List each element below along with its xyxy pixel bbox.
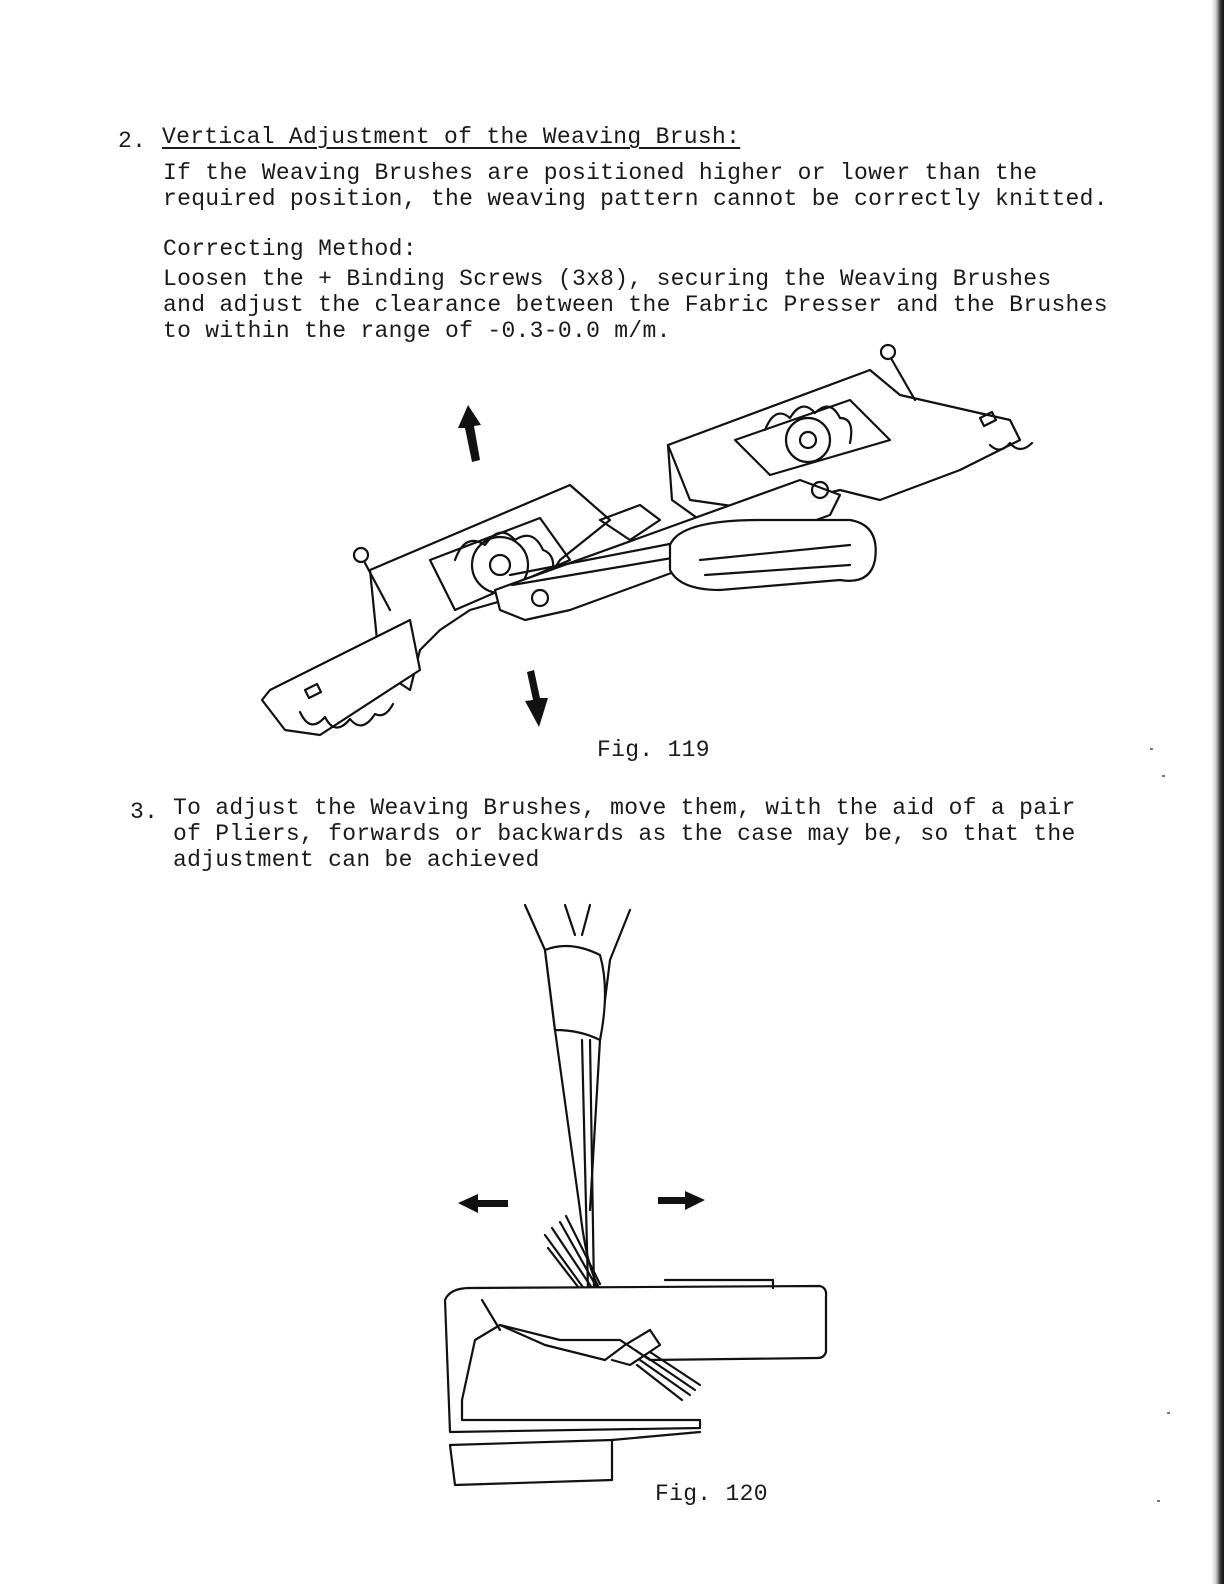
section-number: 2. xyxy=(118,128,147,154)
fig-119-caption: Fig. 119 xyxy=(597,737,710,763)
method-line-2: and adjust the clearance between the Fabric Presser and the Brushes xyxy=(163,292,1108,318)
method-label: Correcting Method: xyxy=(163,236,417,262)
pliers-icon xyxy=(525,905,630,1295)
intro-line-1: If the Weaving Brushes are positioned higher or lower than the xyxy=(163,160,1038,186)
left-arrow-icon xyxy=(458,1194,508,1213)
section-2-heading: Vertical Adjustment of the Weaving Brush: xyxy=(162,124,741,150)
scan-speck xyxy=(1162,775,1165,777)
method-line-1: Loosen the + Binding Screws (3x8), securing the Weaving Brushes xyxy=(163,266,1052,292)
scan-speck xyxy=(1167,1412,1170,1414)
fig-120-caption: Fig. 120 xyxy=(655,1481,768,1507)
scan-speck xyxy=(1157,1500,1160,1502)
scan-speck xyxy=(1150,748,1153,750)
presser-body xyxy=(445,1280,826,1485)
section-3-line-3: adjustment can be achieved xyxy=(173,847,540,873)
section-3-line-2: of Pliers, forwards or backwards as the case may be, so that the xyxy=(173,821,1076,847)
right-arrow-icon xyxy=(658,1191,705,1210)
intro-line-2: required position, the weaving pattern cannot be correctly knitted. xyxy=(163,186,1108,212)
section-3-line-1: To adjust the Weaving Brushes, move them, with the aid of a pair xyxy=(173,795,1076,821)
brush-bristles-upper xyxy=(545,1216,600,1292)
method-line-3: to within the range of -0.3-0.0 m/m. xyxy=(163,318,671,344)
section-3-number: 3. xyxy=(130,799,159,825)
